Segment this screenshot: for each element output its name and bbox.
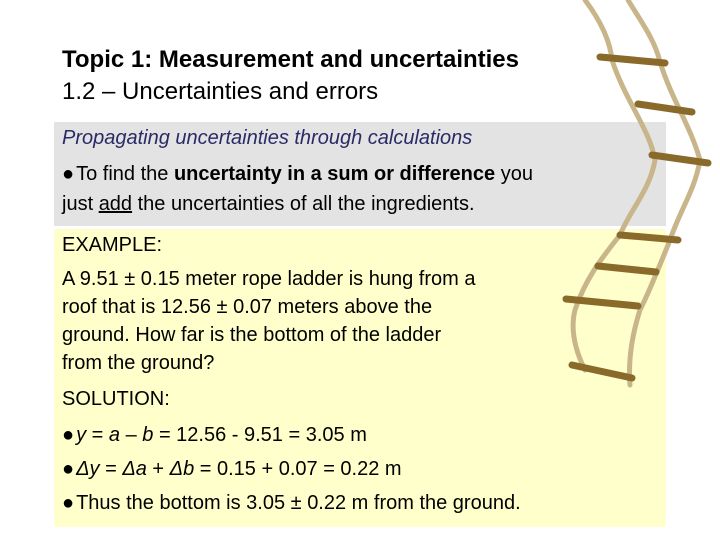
slide-title	[62, 44, 622, 108]
bullet-icon: ●	[62, 492, 75, 514]
intro-text-post: you	[495, 163, 533, 185]
example-line: roof that is 12.56 ± 0.07 meters above the	[62, 296, 433, 318]
solution-line-2	[62, 455, 402, 483]
intro-text-bold: uncertainty in a sum or difference	[173, 163, 496, 185]
minus-sign: –	[120, 424, 143, 446]
intro-text-pre: To find the	[76, 163, 174, 185]
equals-sign: =	[99, 458, 123, 480]
bullet-icon: ●	[62, 424, 75, 446]
title-topic: Topic 1: Measurement and uncertainties	[62, 46, 519, 73]
intro-line2-pre: just	[62, 193, 99, 215]
equals-sign: =	[86, 424, 109, 446]
solution-label: SOLUTION:	[62, 388, 170, 410]
example-box	[54, 229, 666, 527]
var-delta-b: Δb	[169, 458, 195, 480]
var-b: b	[142, 424, 154, 446]
var-delta-a: Δa	[122, 458, 147, 480]
intro-line2-post: the uncertainties of all the ingredients.	[132, 193, 475, 215]
intro-box	[54, 122, 666, 226]
intro-bullet-line	[62, 160, 533, 188]
var-y: y	[76, 424, 87, 446]
example-label: EXAMPLE:	[62, 234, 163, 256]
solution-line-1	[62, 421, 367, 449]
var-a: a	[108, 424, 121, 446]
plus-sign: +	[146, 458, 170, 480]
example-line: ground. How far is the bottom of the ladder	[62, 324, 442, 346]
solution-line-3	[62, 489, 521, 517]
solution-1-result: = 12.56 - 9.51 = 3.05 m	[153, 424, 367, 446]
example-line: A 9.51 ± 0.15 meter rope ladder is hung from a	[62, 268, 476, 290]
example-line: from the ground?	[62, 352, 215, 374]
var-delta-y: Δy	[76, 458, 100, 480]
rung	[638, 104, 692, 112]
title-subtopic: 1.2 – Uncertainties and errors	[62, 78, 379, 105]
solution-2-result: = 0.15 + 0.07 = 0.22 m	[194, 458, 402, 480]
intro-heading: Propagating uncertainties through calculations	[62, 127, 473, 149]
intro-line2-underlined: add	[98, 193, 133, 215]
solution-3-text: Thus the bottom is 3.05 ± 0.22 m from the ground.	[76, 492, 521, 514]
intro-line2	[62, 190, 475, 218]
bullet-icon: ●	[62, 458, 75, 480]
bullet-icon: ●	[62, 163, 75, 185]
